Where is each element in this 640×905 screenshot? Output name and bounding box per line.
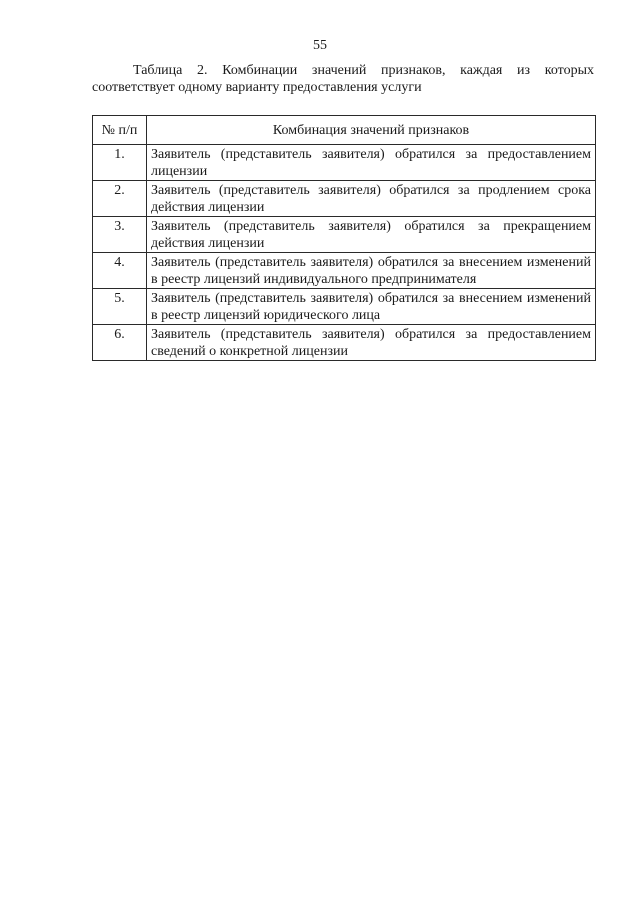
table-row	[93, 217, 596, 253]
table-row	[93, 181, 596, 217]
row-combination: Заявитель (представитель заявителя) обратился за внесением изменений в реестр лицензий индивидуального предпринимателя	[147, 253, 596, 289]
row-combination: Заявитель (представитель заявителя) обратился за внесением изменений в реестр лицензий юридического лица	[147, 289, 596, 325]
row-number: 5.	[93, 289, 147, 325]
row-combination: Заявитель (представитель заявителя) обратился за прекращением действия лицензии	[147, 217, 596, 253]
row-number: 3.	[93, 217, 147, 253]
table-row	[93, 145, 596, 181]
row-number: 2.	[93, 181, 147, 217]
table-row	[93, 289, 596, 325]
row-number: 6.	[93, 325, 147, 361]
row-combination: Заявитель (представитель заявителя) обратился за предоставлением сведений о конкретной лицензии	[147, 325, 596, 361]
table-caption: Таблица 2. Комбинации значений признаков, каждая из которых соответствует одному варианту предоставления услуги	[92, 63, 594, 95]
column-header-combination: Комбинация значений признаков	[147, 116, 596, 145]
row-combination: Заявитель (представитель заявителя) обратился за предоставлением лицензии	[147, 145, 596, 181]
row-combination: Заявитель (представитель заявителя) обратился за продлением срока действия лицензии	[147, 181, 596, 217]
row-number: 4.	[93, 253, 147, 289]
page-number: 55	[313, 38, 327, 53]
combinations-table	[92, 115, 596, 361]
column-header-number: № п/п	[93, 116, 147, 145]
table-header-row	[93, 116, 596, 145]
table-row	[93, 253, 596, 289]
table-row	[93, 325, 596, 361]
row-number: 1.	[93, 145, 147, 181]
